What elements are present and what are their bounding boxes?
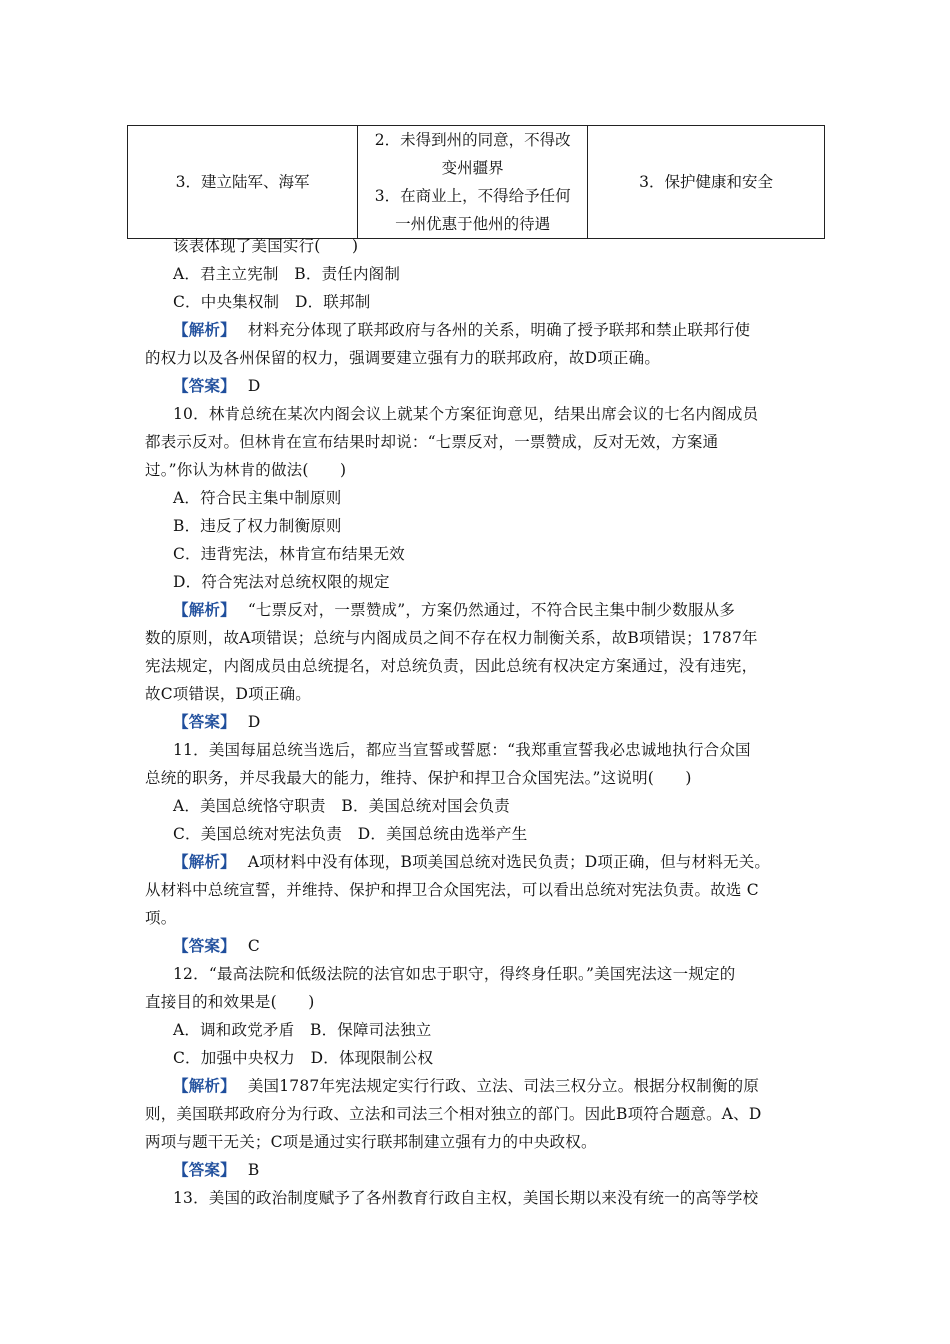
option-line: C．美国总统对宪法负责 D．美国总统由选举产生 bbox=[173, 825, 528, 843]
table-cell-federal-powers bbox=[128, 126, 358, 239]
question-stem: 12．“最高法院和低级法院的法官如忠于职守，得终身任职。”美国宪法这一规定的 bbox=[173, 965, 736, 983]
analysis-text: 美国1787年宪法规定实行行政、立法、司法三权分立。根据分权制衡的原 bbox=[247, 1077, 760, 1095]
answer-line bbox=[145, 1156, 825, 1184]
analysis-line bbox=[145, 848, 825, 876]
analysis-line bbox=[145, 596, 825, 624]
answer-tag: 【答案】 bbox=[173, 1160, 236, 1179]
analysis-line: 则，美国联邦政府分为行政、立法和司法三个相对独立的部门。因此B项符合题意。A、D bbox=[145, 1105, 762, 1123]
cell-text: 3．建立陆军、海军 bbox=[175, 173, 310, 191]
answer-value: D bbox=[247, 377, 261, 395]
question-stem: 13．美国的政治制度赋予了各州教育行政自主权，美国长期以来没有统一的高等学校 bbox=[173, 1189, 759, 1207]
question-content bbox=[145, 232, 825, 1212]
cell-text: 3．保护健康和安全 bbox=[639, 173, 774, 191]
analysis-tag: 【解析】 bbox=[173, 320, 236, 339]
answer-tag: 【答案】 bbox=[173, 376, 236, 395]
answer-line bbox=[145, 932, 825, 960]
analysis-line: 项。 bbox=[145, 909, 177, 927]
option-line: B．违反了权力制衡原则 bbox=[173, 517, 342, 535]
analysis-line bbox=[145, 1072, 825, 1100]
option-line: C．违背宪法，林肯宣布结果无效 bbox=[173, 545, 405, 563]
analysis-text: 材料充分体现了联邦政府与各州的关系，明确了授予联邦和禁止联邦行使 bbox=[247, 321, 751, 339]
analysis-line: 数的原则，故A项错误；总统与内阁成员之间不存在权力制衡关系，故B项错误；1787年 bbox=[145, 629, 758, 647]
answer-tag: 【答案】 bbox=[173, 936, 236, 955]
analysis-text: “七票反对，一票赞成”，方案仍然通过，不符合民主集中制少数服从多 bbox=[247, 601, 736, 619]
answer-line bbox=[145, 708, 825, 736]
question-stem: 直接目的和效果是( ) bbox=[145, 993, 315, 1011]
table-cell-state-powers bbox=[588, 126, 825, 239]
analysis-line: 故C项错误，D项正确。 bbox=[145, 685, 311, 703]
question-stem: 都表示反对。但林肯在宣布结果时却说：“七票反对，一票赞成，反对无效，方案通 bbox=[145, 433, 719, 451]
cell-line: 变州疆界 bbox=[441, 159, 504, 177]
option-line: C．加强中央权力 D．体现限制公权 bbox=[173, 1049, 434, 1067]
question-stem: 总统的职务，并尽我最大的能力，维持、保护和捍卫合众国宪法。”这说明( ) bbox=[145, 769, 692, 787]
analysis-tag: 【解析】 bbox=[173, 1076, 236, 1095]
option-line: C．中央集权制 D．联邦制 bbox=[173, 293, 371, 311]
analysis-line: 从材料中总统宣誓，并维持、保护和捍卫合众国宪法，可以看出总统对宪法负责。故选 C bbox=[145, 881, 759, 899]
analysis-tag: 【解析】 bbox=[173, 852, 236, 871]
cell-line: 一州优惠于他州的待遇 bbox=[395, 215, 551, 233]
answer-line bbox=[145, 372, 825, 400]
option-line: D．符合宪法对总统权限的规定 bbox=[173, 573, 390, 591]
question-stem: 10．林肯总统在某次内阁会议上就某个方案征询意见，结果出席会议的七名内阁成员 bbox=[173, 405, 759, 423]
analysis-text: A项材料中没有体现，B项美国总统对选民负责；D项正确，但与材料无关。 bbox=[247, 853, 771, 871]
question-stem: 11．美国每届总统当选后，都应当宣誓或誓愿：“我郑重宣誓我必忠诚地执行合众国 bbox=[173, 741, 751, 759]
table-row bbox=[128, 126, 825, 239]
analysis-tag: 【解析】 bbox=[173, 600, 236, 619]
cell-line: 2．未得到州的同意，不得改 bbox=[374, 131, 571, 149]
option-line: A．调和政党矛盾 B．保障司法独立 bbox=[173, 1021, 432, 1039]
option-line: A．符合民主集中制原则 bbox=[173, 489, 342, 507]
cell-line: 3．在商业上，不得给予任何 bbox=[374, 187, 571, 205]
analysis-line: 的权力以及各州保留的权力，强调要建立强有力的联邦政府，故D项正确。 bbox=[145, 349, 661, 367]
option-line: A．君主立宪制 B．责任内阁制 bbox=[173, 265, 401, 283]
option-line: A．美国总统恪守职责 B．美国总统对国会负责 bbox=[173, 797, 510, 815]
answer-tag: 【答案】 bbox=[173, 712, 236, 731]
question-stem: 该表体现了美国实行( ) bbox=[173, 237, 359, 255]
analysis-line bbox=[145, 316, 825, 344]
answer-value: B bbox=[247, 1161, 260, 1179]
answer-value: D bbox=[247, 713, 261, 731]
question-stem: 过。”你认为林肯的做法( ) bbox=[145, 461, 347, 479]
table-cell-prohibited-powers bbox=[358, 126, 588, 239]
comparison-table bbox=[127, 125, 825, 239]
analysis-line: 两项与题干无关；C项是通过实行联邦制建立强有力的中央政权。 bbox=[145, 1133, 597, 1151]
analysis-line: 宪法规定，内阁成员由总统提名，对总统负责，因此总统有权决定方案通过，没有违宪， bbox=[145, 657, 758, 675]
answer-value: C bbox=[247, 937, 260, 955]
